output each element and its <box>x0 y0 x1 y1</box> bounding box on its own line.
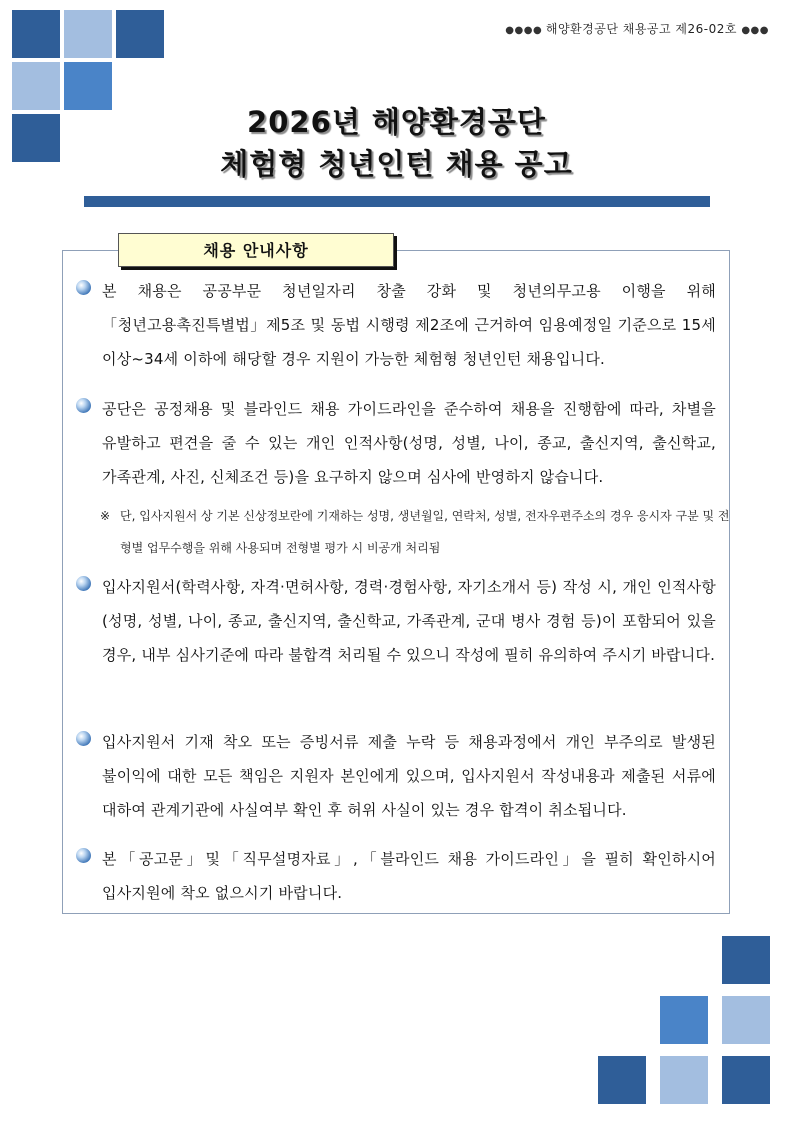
document-reference <box>505 20 769 37</box>
page-title-line2: 체험형 청년인턴 채용 공고 <box>220 147 573 181</box>
notice-item-text: 입사지원서 기재 착오 또는 증빙서류 제출 누락 등 채용과정에서 개인 부주의로 발생된 불이익에 대한 모든 책임은 지원자 본인에게 있으며, 입사지원서 작성내용과 제출된 서류에 대하여 관계기관에 사실여부 확인 후 허위 사실이 있는 경우 합격이 취소됩니다. <box>102 733 716 819</box>
deco-square <box>660 996 708 1044</box>
notice-item-text: 입사지원서(학력사항, 자격·면허사항, 경력·경험사항, 자기소개서 등) 작성 시, 개인 인적사항(성명, 성별, 나이, 종교, 출신지역, 출신학교, 가족관계, 군대 병사 경험 등)이 포함되어 있을 경우, 내부 심사기준에 따라 불합격 처리될 수 있으니 작성에 필히 유의하여 주시기 바랍니다. <box>102 578 716 664</box>
deco-square <box>598 1056 646 1104</box>
notice-item-text: 본 채용은 공공부문 청년일자리 창출 강화 및 청년의무고용 이행을 위해「청년고용촉진특별법」제5조 및 동법 시행령 제2조에 근거하여 임용예정일 기준으로 15세 이상~34세 이하에 해당할 경우 지원이 가능한 체험형 청년인턴 채용입니다. <box>102 282 716 368</box>
bullet-icon <box>76 280 91 295</box>
bullet-icon <box>76 398 91 413</box>
notice-item <box>76 274 716 376</box>
note-text: 단, 입사지원서 상 기본 신상정보란에 기재하는 성명, 생년월일, 연락처, 성별, 전자우편주소의 경우 응시자 구분 및 전형별 업무수행을 위해 사용되며 전형별 평가 시 비공개 처리됨 <box>120 509 730 555</box>
notice-item <box>76 725 716 827</box>
dots-icon: ●●●● <box>505 25 546 36</box>
deco-square <box>722 1056 770 1104</box>
deco-square <box>722 996 770 1044</box>
bullet-icon <box>76 576 91 591</box>
notice-item <box>76 842 716 910</box>
bullet-icon <box>76 848 91 863</box>
deco-square <box>116 10 164 58</box>
notice-label: 채용 안내사항 <box>118 233 394 267</box>
notice-item <box>76 392 716 494</box>
note-mark: ※ <box>100 509 111 523</box>
notice-item-text: 공단은 공정채용 및 블라인드 채용 가이드라인을 준수하여 채용을 진행함에 따라, 차별을 유발하고 편견을 줄 수 있는 개인 인적사항(성명, 성별, 나이, 종교, 출신지역, 출신학교, 가족관계, 사진, 신체조건 등)을 요구하지 않으며 심사에 반영하지 않습니다. <box>102 400 716 486</box>
deco-square <box>722 936 770 984</box>
page-title-line1: 2026년 해양환경공단 <box>247 105 546 139</box>
deco-square <box>64 10 112 58</box>
reference-text: 해양환경공단 채용공고 제26-02호 <box>545 22 737 36</box>
deco-square <box>12 10 60 58</box>
deco-square <box>660 1056 708 1104</box>
dots-icon: ●●● <box>741 25 769 36</box>
bullet-icon <box>76 731 91 746</box>
notice-footnote <box>100 500 730 564</box>
notice-item <box>76 570 716 672</box>
notice-item-text: 본「공고문」및「직무설명자료」,「블라인드 채용 가이드라인」을 필히 확인하시어 입사지원에 착오 없으시기 바랍니다. <box>102 850 716 902</box>
title-divider <box>84 196 710 207</box>
